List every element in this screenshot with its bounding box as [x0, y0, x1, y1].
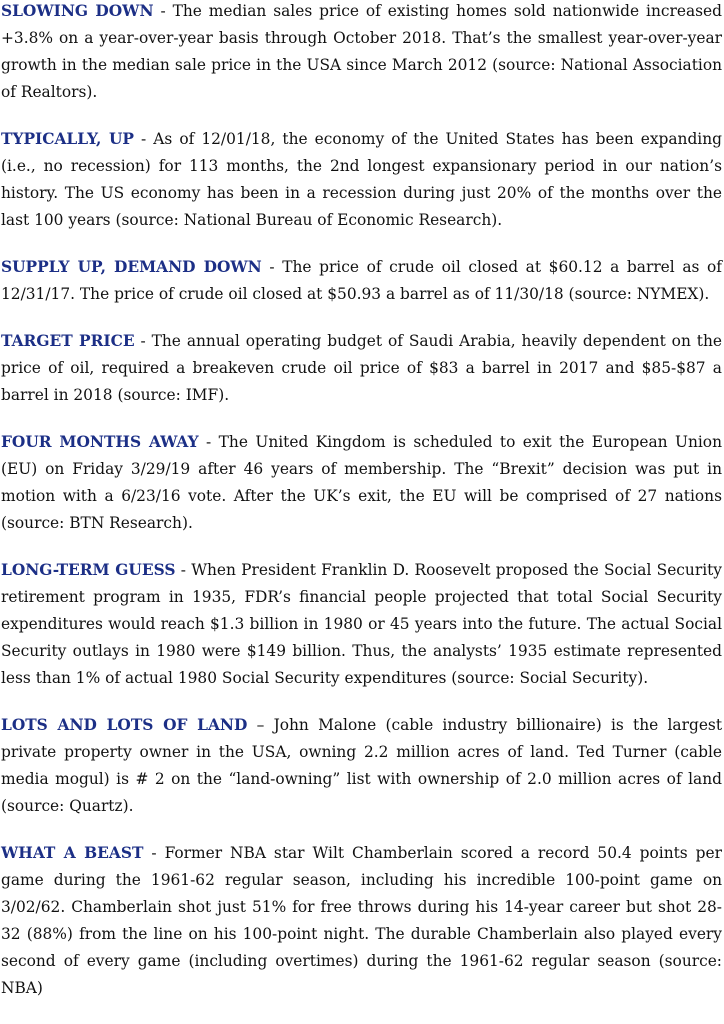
item-typically-up [1, 126, 722, 234]
item-body: The United Kingdom is scheduled to exit the European Union (EU) on Friday 3/29/19 after 46 years of membership. The “Brexit” decision was put in motion with a 6/23/16 vote. After the UK’s exit, the EU will be comprised of 27 nations (source: BTN Research). [1, 433, 722, 532]
item-four-months-away [1, 429, 722, 537]
item-heading: FOUR MONTHS AWAY [1, 433, 199, 451]
item-separator: - [133, 130, 154, 148]
item-separator: - [153, 2, 173, 20]
item-what-a-beast [1, 840, 722, 1002]
item-body: As of 12/01/18, the economy of the United States has been expanding (i.e., no recession) for 113 months, the 2nd longest expansionary period in our nation’s history. The US economy has been in a recession during just 20% of the months over the last 100 years (source: National Bureau of Economic Research). [1, 130, 722, 229]
item-lots-of-land [1, 712, 722, 820]
item-target-price [1, 328, 722, 409]
item-separator: - [261, 258, 283, 276]
item-heading: SUPPLY UP, DEMAND DOWN [1, 258, 262, 276]
item-slowing-down [1, 0, 722, 106]
item-body: John Malone (cable industry billionaire) is the largest private property owner in the USA, owning 2.2 million acres of land. Ted Turner (cable media mogul) is # 2 on the “land-owning” list with ownership of 2.0 million acres of land (source: Quartz). [1, 716, 723, 815]
item-body: Former NBA star Wilt Chamberlain scored a record 50.4 points per game during the 1961-62 regular season, including his incredible 100-point game on 3/02/62. Chamberlain shot just 51% for free throws during his 14-year career but shot 28-32 (88%) from the line on his 100-point night. The durable Chamberlain also played every second of every game (including overtimes) during the 1961-62 regular season (source: NBA) [1, 844, 722, 997]
item-heading: TYPICALLY, UP [1, 130, 134, 148]
item-heading: SLOWING DOWN [1, 2, 154, 20]
item-body: The median sales price of existing homes sold nationwide increased +3.8% on a year-over-year basis through October 2018. That’s the smallest year-over-year growth in the median sale price in the USA since March 2012 (source: National Association of Realtors). [1, 2, 722, 101]
item-separator: - [198, 433, 219, 451]
item-heading: WHAT A BEAST [1, 844, 144, 862]
item-heading: TARGET PRICE [1, 332, 135, 350]
item-body: The annual operating budget of Saudi Arabia, heavily dependent on the price of oil, required a breakeven crude oil price of $83 a barrel in 2017 and $85-$87 a barrel in 2018 (source: IMF). [1, 332, 722, 404]
item-body: When President Franklin D. Roosevelt proposed the Social Security retirement program in 1935, FDR’s financial people projected that total Social Security expenditures would reach $1.3 billion in 1980 or 45 years into the future. The actual Social Security outlays in 1980 were $149 billion. Thus, the analysts’ 1935 estimate represented less than 1% of actual 1980 Social Security expenditures (source: Social Security). [1, 561, 722, 687]
item-body: The price of crude oil closed at $60.12 a barrel as of 12/31/17. The price of crude oil closed at $50.93 a barrel as of 11/30/18 (source: NYMEX). [1, 258, 722, 303]
item-supply-up-demand-down [1, 254, 722, 308]
item-separator: - [143, 844, 165, 862]
item-long-term-guess [1, 557, 722, 692]
item-heading: LOTS AND LOTS OF LAND [1, 716, 248, 734]
item-heading: LONG-TERM GUESS [1, 561, 176, 579]
item-separator: – [247, 716, 274, 734]
item-separator: - [134, 332, 152, 350]
item-separator: - [175, 561, 192, 579]
